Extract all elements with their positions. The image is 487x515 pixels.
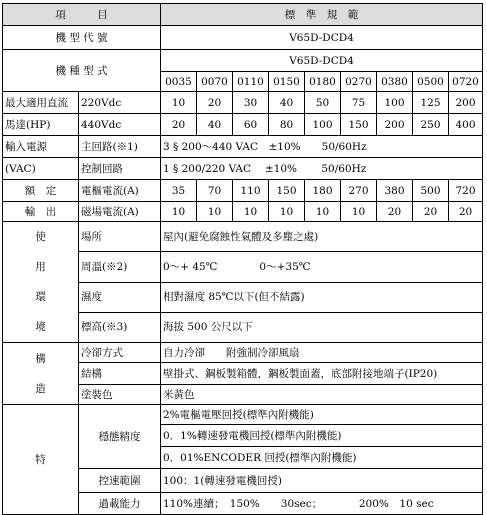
hp-cell: 400 — [449, 114, 483, 136]
model-code-label: 機 型 代 號 — [3, 26, 161, 50]
model-cell: 0035 — [161, 72, 197, 92]
armature-cell: 70 — [197, 180, 233, 202]
input-label-line2: (VAC) — [3, 158, 79, 180]
model-cell: 0270 — [341, 72, 377, 92]
armature-cell: 720 — [449, 180, 483, 202]
hp-cell: 100 — [305, 114, 341, 136]
field-label: 磁場電流(A) — [79, 202, 161, 222]
env-char: 環 — [35, 291, 46, 303]
hp-cell: 20 — [161, 114, 197, 136]
env-char: 用 — [35, 261, 46, 273]
motor-voltage-440: 440Vdc — [79, 114, 161, 136]
env-temp-value: 0～+ 45℃ 0～+35℃ — [161, 252, 483, 282]
armature-cell: 180 — [305, 180, 341, 202]
model-code-row — [3, 26, 483, 50]
input-ctrl-value: 1 § 200/220 VAC ±10% 50/60Hz — [161, 158, 483, 180]
armature-row — [3, 180, 483, 202]
input-ctrl-label: 控制回路 — [79, 158, 161, 180]
paint-label: 塗裝色 — [79, 385, 161, 405]
armature-cell: 150 — [269, 180, 305, 202]
paint-value: 米黃色 — [161, 385, 483, 405]
env-label — [3, 222, 79, 343]
field-cell: 20 — [449, 202, 483, 222]
hp-cell: 200 — [449, 92, 483, 114]
spec-table — [2, 3, 483, 515]
env-humidity-label: 濕度 — [79, 282, 161, 312]
hp-cell: 250 — [413, 114, 449, 136]
hp-cell: 30 — [233, 92, 269, 114]
hp-cell: 60 — [233, 114, 269, 136]
model-cell: 0150 — [269, 72, 305, 92]
cooling-value: 自力冷卻 附強制冷卻風扇 — [161, 343, 483, 363]
features-label: 特 — [3, 405, 79, 515]
hp-cell: 40 — [269, 92, 305, 114]
env-place-value: 屋內(避免腐蝕性氣體及多塵之處) — [161, 222, 483, 252]
accuracy-value: 0．01%ENCODER 回授(標準內附機能) — [161, 447, 483, 469]
header-spec: 標 準 規 範 — [161, 4, 483, 26]
model-type-value: V65D-DCD4 — [161, 50, 483, 72]
accuracy-value: 0．1%轉速發電機回授(標準內附機能) — [161, 425, 483, 447]
field-cell: 20 — [413, 202, 449, 222]
rated-label-line1: 額 定 — [3, 180, 79, 202]
field-cell: 20 — [377, 202, 413, 222]
structure-value: 壁掛式、鋼板製箱體，鋼板製面蓋，底部附接地端子(IP20) — [161, 363, 483, 385]
motor-220-row — [3, 92, 483, 114]
hp-cell: 125 — [413, 92, 449, 114]
accuracy-value: 2%電樞電壓回授(標準內附機能) — [161, 405, 483, 425]
overload-label: 過載能力 — [79, 493, 161, 515]
header-item: 項 目 — [3, 4, 161, 26]
header-row — [3, 4, 483, 26]
overload-value: 110%連續； 150% 30sec； 200% 10 sec — [161, 493, 483, 515]
model-code-value: V65D-DCD4 — [161, 26, 483, 50]
field-cell: 10 — [305, 202, 341, 222]
motor-voltage-220: 220Vdc — [79, 92, 161, 114]
armature-cell: 500 — [413, 180, 449, 202]
hp-cell: 100 — [377, 92, 413, 114]
motor-label-line2: 馬達(HP) — [3, 114, 79, 136]
model-cell: 0500 — [413, 72, 449, 92]
input-label-line1: 輸入電源 — [3, 136, 79, 158]
construction-char: 造 — [35, 382, 46, 395]
hp-cell: 50 — [305, 92, 341, 114]
rated-label-line2: 輸 出 — [3, 202, 79, 222]
armature-cell: 110 — [233, 180, 269, 202]
range-label: 控速範圍 — [79, 469, 161, 493]
env-place-row — [3, 222, 483, 252]
motor-440-row — [3, 114, 483, 136]
hp-cell: 200 — [377, 114, 413, 136]
input-ctrl-row — [3, 158, 483, 180]
model-cell: 0720 — [449, 72, 483, 92]
armature-cell: 380 — [377, 180, 413, 202]
hp-cell: 75 — [341, 92, 377, 114]
input-main-value: 3 § 200～440 VAC ±10% 50/60Hz — [161, 136, 483, 158]
motor-label-line1: 最大適用直流 — [3, 92, 79, 114]
range-value: 100：1(轉速發電機回授) — [161, 469, 483, 493]
hp-cell: 40 — [197, 114, 233, 136]
env-place-label: 場所 — [79, 222, 161, 252]
accuracy-label: 穩態精度 — [79, 405, 161, 469]
env-altitude-value: 海拔 500 公尺以下 — [161, 312, 483, 342]
armature-cell: 270 — [341, 180, 377, 202]
env-char: 使 — [35, 231, 46, 243]
construction-label — [3, 343, 79, 405]
field-cell: 10 — [161, 202, 197, 222]
spec-table-container — [2, 3, 483, 515]
input-main-row — [3, 136, 483, 158]
hp-cell: 150 — [341, 114, 377, 136]
structure-label: 結構 — [79, 363, 161, 385]
input-main-label: 主回路(※1) — [79, 136, 161, 158]
hp-cell: 10 — [161, 92, 197, 114]
armature-label: 電樞電流(A) — [79, 180, 161, 202]
field-row — [3, 202, 483, 222]
hp-cell: 80 — [269, 114, 305, 136]
model-cell: 0110 — [233, 72, 269, 92]
hp-cell: 20 — [197, 92, 233, 114]
field-cell: 10 — [341, 202, 377, 222]
env-temp-label: 周溫(※2) — [79, 252, 161, 282]
construction-char: 構 — [35, 352, 46, 365]
armature-cell: 35 — [161, 180, 197, 202]
cooling-row — [3, 343, 483, 363]
cooling-label: 冷卻方式 — [79, 343, 161, 363]
env-altitude-label: 標高(※3) — [79, 312, 161, 342]
field-cell: 10 — [233, 202, 269, 222]
model-type-label: 機 種 型 式 — [3, 50, 161, 92]
env-humidity-value: 相對濕度 85℃以下(但不結露) — [161, 282, 483, 312]
model-cell: 0380 — [377, 72, 413, 92]
field-cell: 10 — [269, 202, 305, 222]
accuracy-row-1 — [3, 405, 483, 425]
env-char: 境 — [35, 321, 46, 333]
model-type-row — [3, 50, 483, 72]
field-cell: 10 — [197, 202, 233, 222]
model-cell: 0070 — [197, 72, 233, 92]
model-cell: 0180 — [305, 72, 341, 92]
